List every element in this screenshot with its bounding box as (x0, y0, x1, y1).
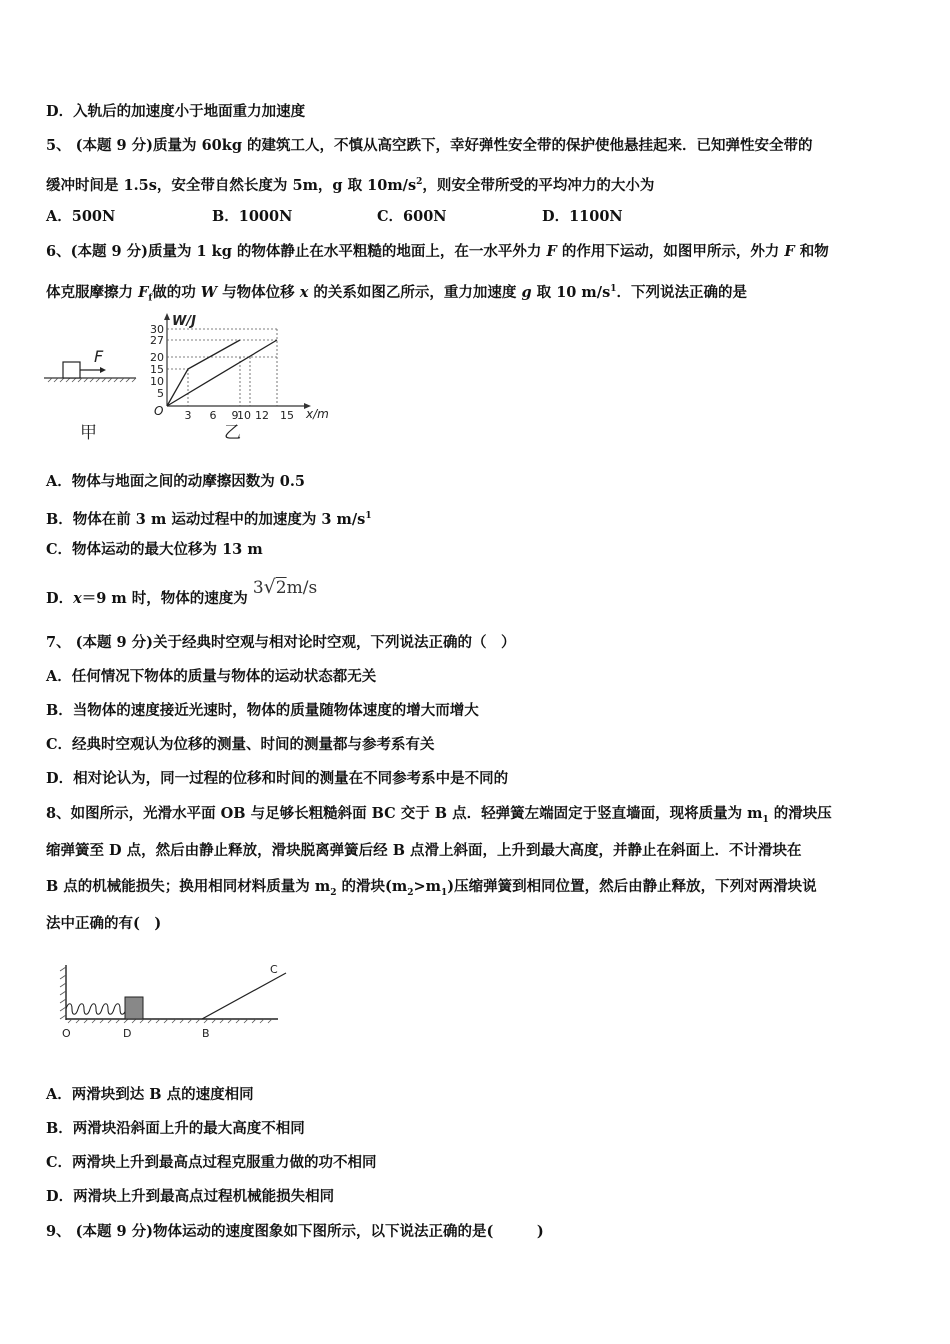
q6-figure-yi (140, 310, 340, 450)
caption-yi: 乙 (224, 423, 241, 443)
q9-stem: 9、 (本题 9 分)物体运动的速度图象如下图所示，以下说法正确的是( ) (46, 1223, 544, 1240)
label-b: B (202, 1027, 210, 1040)
y-tick-15: 15 (150, 363, 164, 376)
x-tick-3: 3 (184, 409, 192, 422)
q6-option-c: C．物体运动的最大位移为 13 m (46, 541, 263, 558)
y-tick-27: 27 (150, 334, 164, 347)
block (63, 362, 80, 378)
arrow-head (100, 367, 106, 373)
q8-stem-line1: 8、如图所示，光滑水平面 OB 与足够长粗糙斜面 BC 交于 B 点．轻弹簧左端固定于竖直墙面，现将质量为 $m_1$ 的滑块压 (46, 805, 832, 825)
q4-option-d: D．入轨后的加速度小于地面重力加速度 (46, 103, 306, 120)
label-c: C (270, 963, 278, 976)
force-label: F (94, 347, 104, 366)
q5-option-d: D．1100N (542, 208, 623, 225)
q8-stem-line3: B 点的机械能损失；换用相同材料质量为 $m_2$ 的滑块$(m_2>m_1)$压缩弹簧到相同位置，然后由静止释放，下列对两滑块说 (46, 878, 817, 898)
guide-lines (167, 329, 277, 406)
q6-option-a: A．物体与地面之间的动摩擦因数为 0.5 (46, 473, 306, 490)
y-axis-label: W/J (172, 314, 196, 329)
q7-option-a: A．任何情况下物体的质量与物体的运动状态都无关 (46, 668, 377, 685)
x-tick-12: 12 (255, 409, 269, 422)
q6-stem-line1: 6、(本题 9 分)质量为 1 kg 的物体静止在水平粗糙的地面上，在一水平外力 F 的作用下运动，如图甲所示，外力 F 和物 (46, 243, 829, 260)
q8-stem-line2: 缩弹簧至 D 点，然后由静止释放，滑块脱离弹簧后经 B 点滑上斜面，上升到最大高度，并静止在斜面上．不计滑块在 (46, 842, 802, 859)
q6-figure-jia (44, 340, 140, 450)
spring (66, 1004, 126, 1015)
q8-figure (56, 955, 296, 1045)
q5-stem-line2: 缓冲时间是 1.5s，安全带自然长度为 5m，g 取 $10m/s^2$，则安全带所受的平均冲力的大小为 (46, 176, 655, 194)
wall-hatching (60, 967, 66, 1019)
slider-block (125, 997, 143, 1019)
q7-stem: 7、 (本题 9 分)关于经典时空观与相对论时空观，下列说法正确的（ ） (46, 634, 516, 651)
q8-stem-line4: 法中正确的有( ) (46, 915, 162, 932)
q8-option-b: B．两滑块沿斜面上升的最大高度不相同 (46, 1120, 305, 1137)
label-d: D (123, 1027, 132, 1040)
q8-option-d: D．两滑块上升到最高点过程机械能损失相同 (46, 1188, 335, 1205)
velocity-expression: 3√2m/s (252, 576, 318, 598)
x-axis-label: x/m (306, 407, 329, 421)
y-tick-10: 10 (150, 375, 164, 388)
q7-option-c: C．经典时空观认为位移的测量、时间的测量都与参考系有关 (46, 736, 435, 753)
y-tick-30: 30 (150, 323, 164, 336)
q6-option-b: B．物体在前 3 m 运动过程中的加速度为 3 $m/s^1$ (46, 510, 372, 528)
q8-option-c: C．两滑块上升到最高点过程克服重力做的功不相同 (46, 1154, 377, 1171)
x-tick-9: 9 (231, 409, 239, 422)
y-tick-5: 5 (157, 387, 164, 400)
x-tick-6: 6 (209, 409, 217, 422)
origin-label: O (154, 404, 164, 418)
q7-option-d: D．相对论认为，同一过程的位移和时间的测量在不同参考系中是不同的 (46, 770, 509, 787)
force-work-line (167, 340, 240, 406)
q6-stem-line2: 体克服摩擦力 $F_f$做的功 W 与物体位移 x 的关系如图乙所示，重力加速度 g 取 10 $m/s^1$．下列说法正确的是 (46, 283, 747, 304)
q8-option-a: A．两滑块到达 B 点的速度相同 (46, 1086, 254, 1103)
x-tick-15: 15 (280, 409, 294, 422)
caption-jia: 甲 (80, 423, 97, 443)
label-o: O (62, 1027, 71, 1040)
q7-option-b: B．当物体的速度接近光速时，物体的质量随物体速度的增大而增大 (46, 702, 479, 719)
q5-stem-line1: 5、 (本题 9 分)质量为 60kg 的建筑工人，不慎从高空跌下，幸好弹性安全带的保护使他悬挂起来．已知弹性安全带的 (46, 137, 813, 154)
q5-option-b: B．1000N (212, 208, 293, 225)
incline-bc (202, 973, 286, 1019)
q6-option-d: D．x＝9 m 时，物体的速度为 3√2m/s (46, 576, 318, 607)
x-tick-10: 10 (237, 409, 251, 422)
q5-option-c: C．600N (377, 208, 447, 225)
y-tick-20: 20 (150, 351, 164, 364)
q5-option-a: A．500N (46, 208, 116, 225)
y-axis-arrow (164, 313, 170, 320)
